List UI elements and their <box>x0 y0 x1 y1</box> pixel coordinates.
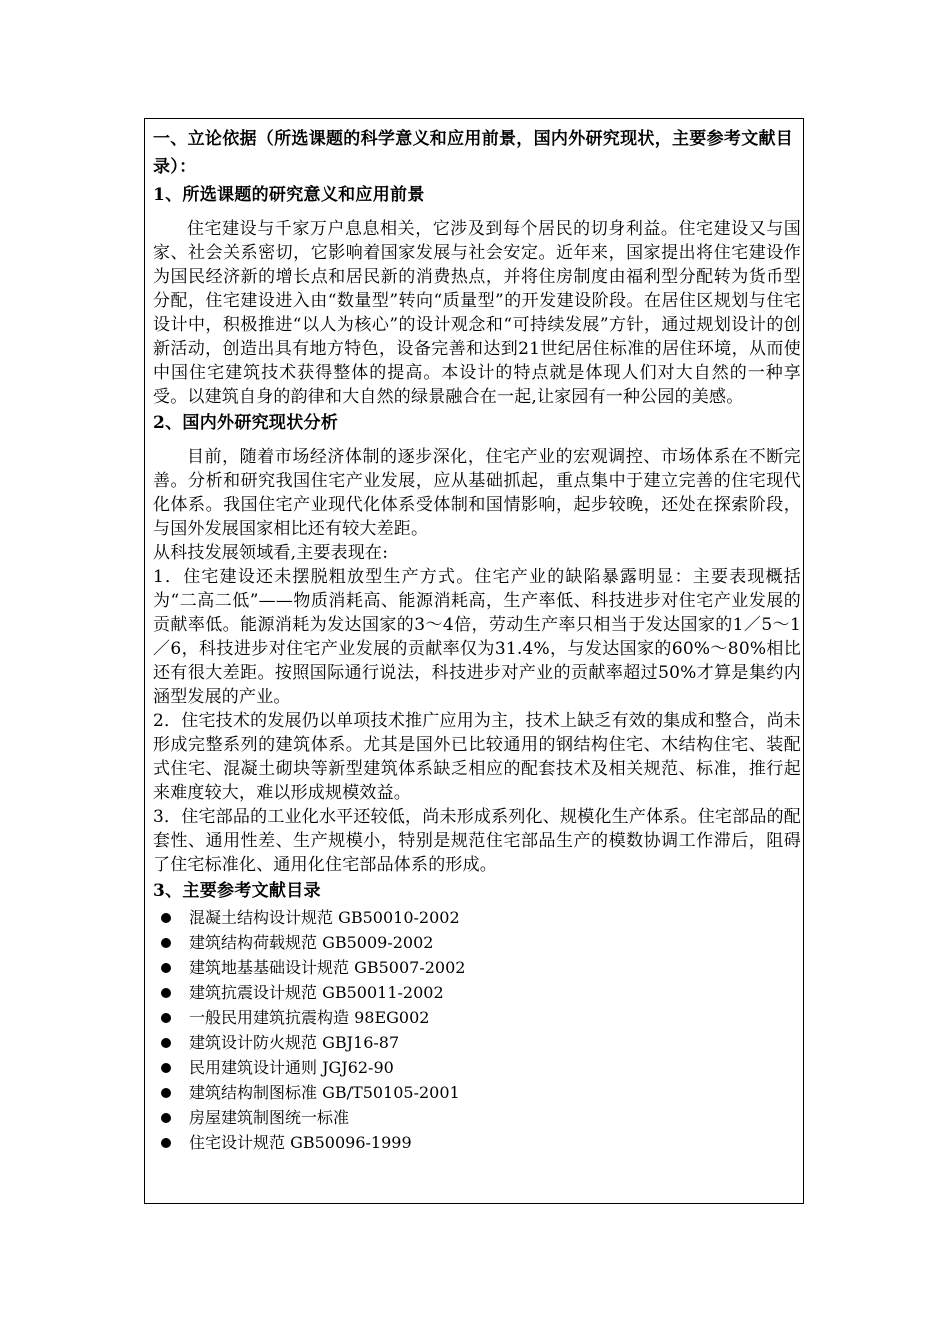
research-point-3: 3．住宅部品的工业化水平还较低，尚未形成系列化、规模化生产体系。住宅部品的配套性、通用性差、生产规模小，特别是规范住宅部品生产的模数协调工作滞后，阻碍了住宅标准化、通用化住宅部品体系的形成。 <box>153 807 801 875</box>
spacer <box>153 437 801 445</box>
bullet-icon <box>161 1038 171 1048</box>
bullet-icon <box>161 1088 171 1098</box>
reference-text: 建筑地基基础设计规范 GB5007-2002 <box>189 958 466 977</box>
reference-text: 建筑结构荷载规范 GB5009-2002 <box>189 933 434 952</box>
reference-item <box>153 905 801 930</box>
reference-item <box>153 1005 801 1030</box>
research-point-2: 2．住宅技术的发展仍以单项技术推广应用为主，技术上缺乏有效的集成和整合，尚未形成完整系列的建筑体系。尤其是国外已比较通用的钢结构住宅、木结构住宅、装配式住宅、混凝土砌块等新型建筑体系缺乏相应的配套技术及相关规范、标准，推行起来难度较大，难以形成规模效益。 <box>153 711 801 803</box>
reference-text: 一般民用建筑抗震构造 98EG002 <box>189 1008 430 1027</box>
research-status-lead: 从科技发展领域看,主要表现在: <box>153 543 389 563</box>
research-status-intro: 目前，随着市场经济体制的逐步深化，住宅产业的宏观调控、市场体系在不断完善。分析和研究我国住宅产业发展，应从基础抓起，重点集中于建立完善的住宅现代化体系。我国住宅产业现代化体系受体制和国情影响，起步较晚，还处在探索阶段，与国外发展国家相比还有较大差距。 <box>153 447 801 539</box>
subsection-heading-significance: 1、所选课题的研究意义和应用前景 <box>153 185 425 205</box>
bullet-icon <box>161 963 171 973</box>
reference-item <box>153 1080 801 1105</box>
reference-item <box>153 1130 801 1155</box>
bullet-icon <box>161 913 171 923</box>
reference-item <box>153 1055 801 1080</box>
reference-item <box>153 980 801 1005</box>
reference-text: 建筑设计防火规范 GBJ16-87 <box>189 1033 400 1052</box>
bullet-icon <box>161 988 171 998</box>
reference-text: 住宅设计规范 GB50096-1999 <box>189 1133 412 1152</box>
reference-item <box>153 1030 801 1055</box>
section-title: 一、立论依据（所选课题的科学意义和应用前景，国内外研究现状，主要参考文献目录）： <box>153 129 794 177</box>
significance-paragraph: 住宅建设与千家万户息息相关，它涉及到每个居民的切身利益。住宅建设又与国家、社会关系密切，它影响着国家发展与社会安定。近年来，国家提出将住宅建设作为国民经济新的增长点和居民新的消费热点，并将住房制度由福利型分配转为货币型分配，住宅建设进入由“数量型”转向“质量型”的开发建设阶段。在居住区规划与住宅设计中，积极推进“以人为核心”的设计观念和“可持续发展”方针，通过规划设计的创新活动，创造出具有地方特色，设备完善和达到21世纪居住标准的居住环境，从而使中国住宅建筑技术获得整体的提高。本设计的特点就是体现人们对大自然的一种享受。以建筑自身的韵律和大自然的绿景融合在一起,让家园有一种公园的美感。 <box>153 219 801 407</box>
reference-text: 混凝土结构设计规范 GB50010-2002 <box>189 908 460 927</box>
subsection-heading-references: 3、主要参考文献目录 <box>153 881 321 901</box>
bullet-icon <box>161 1138 171 1148</box>
bullet-icon <box>161 1013 171 1023</box>
reference-text: 房屋建筑制图统一标准 <box>189 1108 350 1127</box>
reference-text: 民用建筑设计通则 JGJ62-90 <box>189 1058 394 1077</box>
research-point-1: 1．住宅建设还未摆脱粗放型生产方式。住宅产业的缺陷暴露明显：主要表现概括为“二高二低”——物质消耗高、能源消耗高，生产率低、科技进步对住宅产业发展的贡献率低。能源消耗为发达国家的3～4倍，劳动生产率只相当于发达国家的1／5～1／6，科技进步对住宅产业发展的贡献率仅为31.4%，与发达国家的60%～80%相比还有很大差距。按照国际通行说法，科技进步对产业的贡献率超过50%才算是集约内涵型发展的产业。 <box>153 567 801 707</box>
subsection-heading-research-status: 2、国内外研究现状分析 <box>153 413 339 433</box>
bullet-icon <box>161 1113 171 1123</box>
document-content <box>153 125 801 1155</box>
bullet-icon <box>161 1063 171 1073</box>
reference-list <box>153 905 801 1155</box>
reference-item <box>153 955 801 980</box>
bullet-icon <box>161 938 171 948</box>
document-frame <box>144 118 804 1204</box>
reference-item <box>153 930 801 955</box>
reference-item <box>153 1105 801 1130</box>
reference-text: 建筑抗震设计规范 GB50011-2002 <box>189 983 444 1002</box>
spacer <box>153 209 801 217</box>
reference-text: 建筑结构制图标准 GB/T50105-2001 <box>189 1083 460 1102</box>
